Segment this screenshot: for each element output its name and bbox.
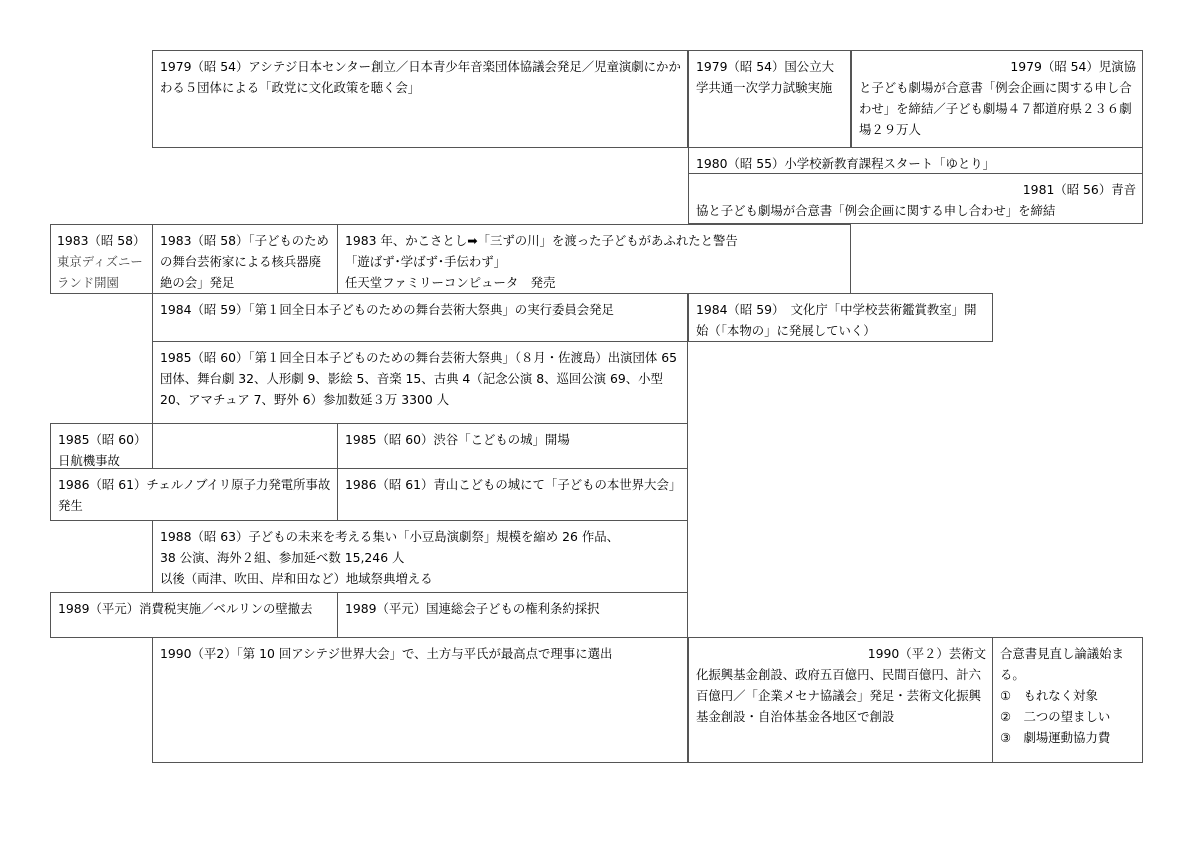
entry-1985-jal-accident — [50, 423, 153, 469]
entry-text-line: ① もれなく対象 — [1000, 688, 1098, 703]
entry-1983-anti-nuclear-artists — [152, 224, 338, 294]
entry-text-line: 合意書見直し論議始まる。 — [1000, 646, 1124, 682]
entry-text-line: 任天堂ファミリーコンピュータ 発売 — [345, 275, 556, 290]
entry-text-line: ② 二つの望ましい — [1000, 709, 1111, 724]
entry-year: 1985（昭 60） — [58, 432, 147, 447]
entry-text: と子ども劇場が合意書「例会企画に関する申し合わせ」を締結／子ども劇場４７都道府県２３６劇場２９万人 — [859, 80, 1132, 137]
entry-text: 1985（昭 60）渋谷「こどもの城」開場 — [345, 432, 570, 447]
entry-1981-seionkyo-agreement — [688, 173, 1143, 224]
entry-text: 日航機事故 — [58, 453, 120, 468]
entry-text: 化振興基金創設、政府五百億円、民間百億円、計六百億円／「企業メセナ協議会」発足・芸術文化振興基金創設・自治体基金各地区で創設 — [696, 667, 981, 724]
entry-text-heading: 1990（平２）芸術文 — [867, 646, 986, 661]
entry-1989-crc-adopted — [337, 592, 688, 638]
entry-1986-chernobyl — [50, 468, 338, 521]
entry-text-heading: 1981（昭 56）青音 — [1022, 182, 1136, 197]
entry-text-line: ③ 劇場運動協力費 — [1000, 730, 1111, 745]
entry-year: 1983（昭 58） — [57, 233, 146, 248]
entry-text: 1986（昭 61）チェルノブイリ原子力発電所事故発生 — [58, 477, 331, 513]
entry-text: 1985（昭 60）「第１回全日本子どものための舞台芸術大祭典」（８月・佐渡島）出演団体 65 団体、舞台劇 32、人形劇 9、影絵 5、音楽 15、古典 4（記念公演 8、巡回公演 69、小型 20、アマチュア 7、野外 6）参加数延３万 3300 人 — [160, 350, 681, 407]
entry-1983-disneyland — [50, 224, 153, 294]
entry-1979-jidoengeki-agreement — [851, 50, 1143, 148]
entry-text: 1979（昭 54）アシテジ日本センター創立／日本青少年音楽団体協議会発足／児童演劇にかかわる５団体による「政党に文化政策を聴く会」 — [160, 59, 681, 95]
entry-text: 1980（昭 55）小学校新教育課程スタート「ゆとり」 — [696, 156, 996, 171]
entry-1985-sado-festival — [152, 341, 688, 424]
entry-text-line: 1983 年、かこさとし➡「三ずの川」を渡った子どもがあふれたと警告 — [345, 233, 738, 248]
entry-text: 1990（平2）「第 10 回アシテジ世界大会」で、土方与平氏が最高点で理事に選出 — [160, 646, 613, 661]
entry-1979-common-exam — [688, 50, 851, 148]
entry-text-heading: 1979（昭 54）児演協 — [1010, 59, 1136, 74]
entry-text: 1989（平元）国連総会子どもの権利条約採択 — [345, 601, 600, 616]
entry-text: 1984（昭 59） 文化庁「中学校芸術鑑賞教室」開始（「本物の」に発展していく） — [696, 302, 977, 338]
entry-text: 東京ディズニーランド開園 — [57, 254, 143, 290]
entry-1990-agreement-review — [992, 637, 1143, 763]
entry-1983-kako-satoshi — [337, 224, 851, 294]
entry-1980-curriculum — [688, 147, 1143, 174]
entry-1984-festival-committee — [152, 293, 688, 342]
entry-text: 1984（昭 59）「第１回全日本子どものための舞台芸術大祭典」の実行委員会発足 — [160, 302, 614, 317]
entry-text-line: 1988（昭 63）子どもの未来を考える集い「小豆島演劇祭」規模を縮め 26 作品、 — [160, 529, 619, 544]
entry-text: 1986（昭 61）青山こどもの城にて「子どもの本世界大会」 — [345, 477, 682, 492]
entry-text-line: 「遊ばず･学ばず･手伝わず」 — [345, 254, 507, 269]
entry-text: 1983（昭 58）「子どものための舞台芸術家による核兵器廃絶の会」発足 — [160, 233, 329, 290]
entry-text: 協と子ども劇場が合意書「例会企画に関する申し合わせ」を締結 — [696, 203, 1056, 218]
entry-text: 1989（平元）消費税実施／ベルリンの壁撤去 — [58, 601, 313, 616]
entry-1990-arts-fund — [688, 637, 993, 763]
entry-1984-bunkacho-program — [688, 293, 993, 342]
entry-1988-shodoshima-festival — [152, 520, 688, 593]
entry-1979-asitej-center — [152, 50, 688, 148]
entry-1990-asitej-congress — [152, 637, 688, 763]
entry-1986-world-book-congress — [337, 468, 688, 521]
entry-text-line: 以後（両津、吹田、岸和田など）地域祭典増える — [160, 571, 433, 586]
entry-1989-consumption-tax — [50, 592, 338, 638]
entry-text-line: 38 公演、海外２組、参加延べ数 15,246 人 — [160, 550, 405, 565]
entry-1985-kodomo-no-shiro — [337, 423, 688, 469]
empty-cell — [152, 423, 338, 469]
entry-text: 1979（昭 54）国公立大学共通一次学力試験実施 — [696, 59, 834, 95]
